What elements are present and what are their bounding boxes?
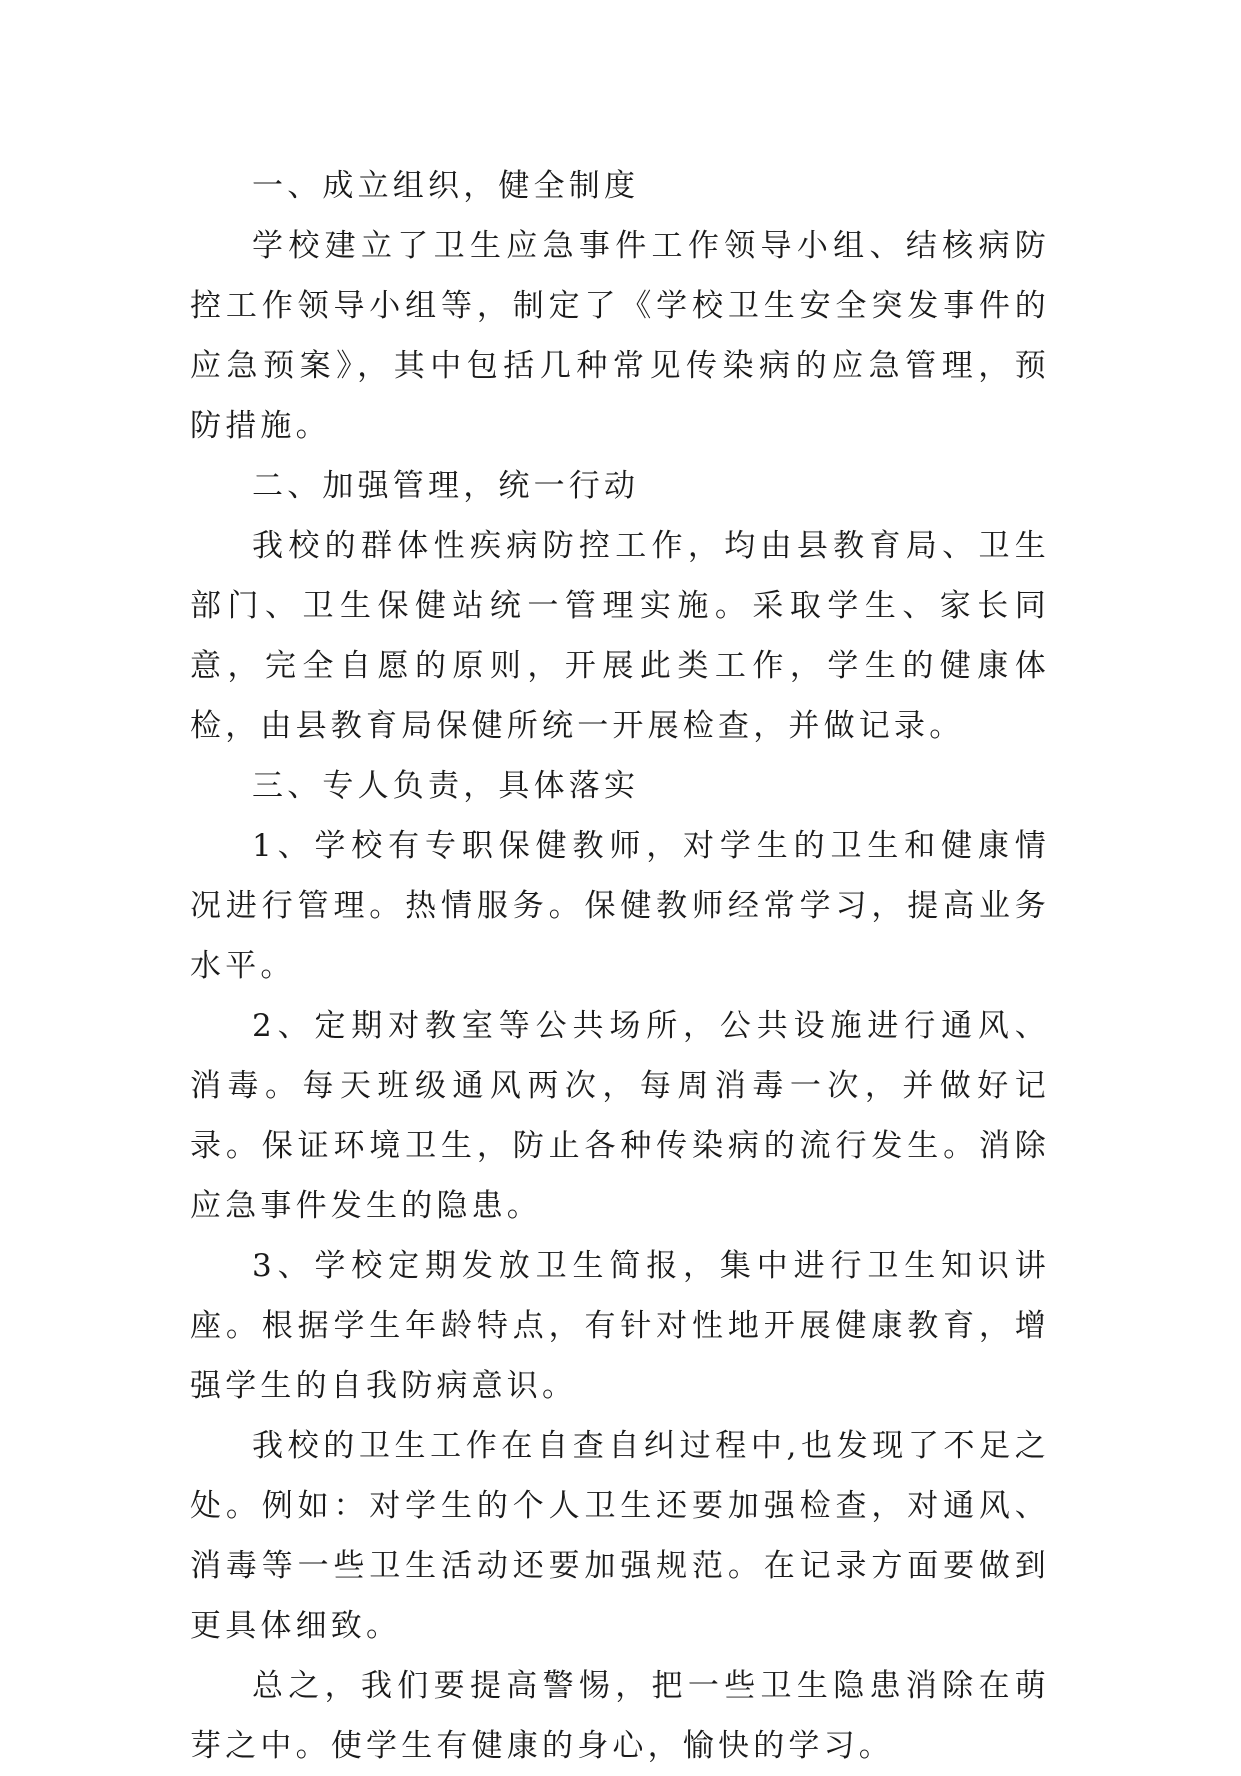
section-heading-1: 一、成立组织，健全制度 [252, 168, 640, 204]
list-item: 3、学校定期发放卫生简报，集中进行卫生知识讲座。根据学生年龄特点，有针对性地开展健康教育，增强学生的自我防病意识。 [190, 1248, 1050, 1404]
paragraph: 学校建立了卫生应急事件工作领导小组、结核病防控工作领导小组等，制定了《学校卫生安全突发事件的应急预案》，其中包括几种常见传染病的应急管理，预防措施。 [190, 228, 1050, 444]
section-heading-3: 三、专人负责，具体落实 [252, 768, 640, 804]
document-body [190, 156, 1050, 1776]
paragraph: 我校的卫生工作在自查自纠过程中,也发现了不足之处。例如：对学生的个人卫生还要加强检查，对通风、消毒等一些卫生活动还要加强规范。在记录方面要做到更具体细致。 [190, 1428, 1050, 1644]
section-heading-2: 二、加强管理，统一行动 [252, 468, 640, 504]
paragraph: 我校的群体性疾病防控工作，均由县教育局、卫生部门、卫生保健站统一管理实施。采取学生、家长同意，完全自愿的原则，开展此类工作，学生的健康体检，由县教育局保健所统一开展检查，并做记录。 [190, 528, 1050, 744]
list-item: 1、学校有专职保健教师，对学生的卫生和健康情况进行管理。热情服务。保健教师经常学习，提高业务水平。 [190, 828, 1050, 984]
list-item: 2、定期对教室等公共场所，公共设施进行通风、消毒。每天班级通风两次，每周消毒一次，并做好记录。保证环境卫生，防止各种传染病的流行发生。消除应急事件发生的隐患。 [190, 1008, 1050, 1224]
conclusion-paragraph: 总之，我们要提高警惕，把一些卫生隐患消除在萌芽之中。使学生有健康的身心，愉快的学习。 [190, 1668, 1050, 1764]
